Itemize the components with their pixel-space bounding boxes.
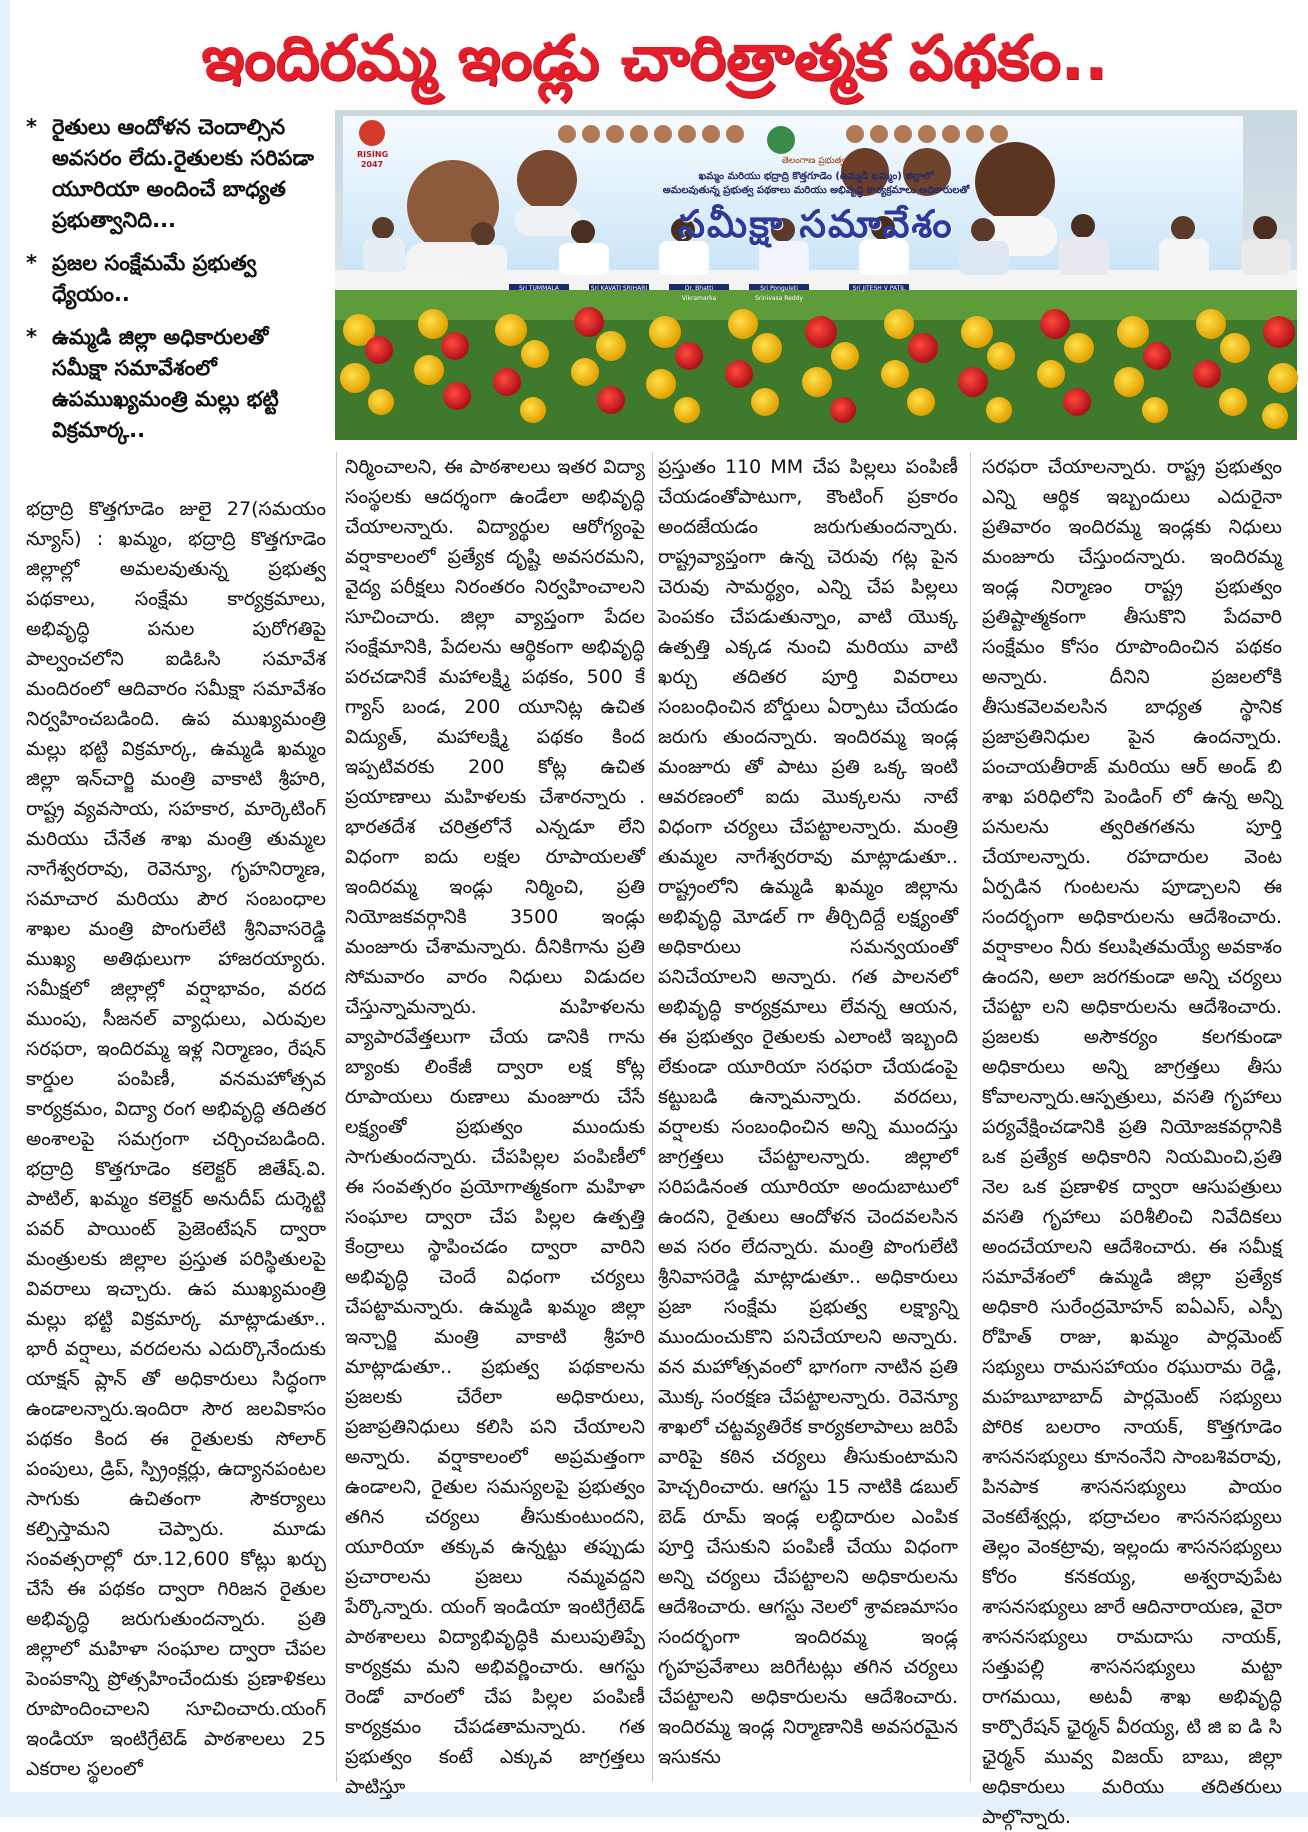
article-text: సరఫరా చేయాలన్నారు. రాష్ట్ర ప్రభుత్వం ఎన్ని ఆర్థిక ఇబ్బందులు ఎదురైనా ప్రతివారం ఇందిరమ్మ ఇండ్లకు నిధులు మంజూరు చేస్తుందన్నారు. ఇందిరమ్మ ఇండ్ల నిర్మాణం రాష్ట్ర ప్రభుత్వం ప్రతిష్టాత్మకంగా తీసుకొని పేదవారి సంక్షేమం కోసం రూపొందించిన పథకం అన్నారు. దీనిని ప్రజలలోకి తీసుకవెలవలసిన బాధ్యత స్థానిక ప్రజాప్రతినిధుల పైన ఉందన్నారు. పంచాయతీరాజ్ మరియు ఆర్ అండ్ బి శాఖ పరిధిలోని పెండింగ్ లో ఉన్న అన్ని పనులను త్వరితగతను పూర్తి చేయాలన్నారు. రహదారుల వెంట ఏర్పడిన గుంటలను పూడ్చాలని ఈ సందర్భంగా అధికారులను ఆదేశించారు. వర్షాకాలం నీరు కలుషితమయ్యే అవకాశం ఉందని, అలా జరగకుండా అన్ని చర్యలు చేపట్టా లని అధికారులను ఆదేశించారు. ప్రజలకు అసౌకర్యం కలగకుండా అధికారులు అన్ని జాగ్రత్తలు తీసు కోవాలన్నారు.ఆస్పత్రులు, వసతి గృహాలు పర్యవేక్షించడానికి ప్రతి నియోజకవర్గానికి ఒక ప్రత్యేక అధికారిని నియమించి,ప్రతి నెల ఒక ప్రణాళిక ద్వారా ఆసుపత్రులు వసతి గృహాలు పరిశీలించి నివేదికలు అందచేయాలని ఆదేశించారు. ఈ సమీక్ష సమావేశంలో ఉమ్మడి జిల్లా ప్రత్యేక అధికారి సురేంద్రమోహన్ ఐఏఎస్, ఎస్పీ రోహిత్ రాజు, ఖమ్మం పార్లమెంట్ సభ్యులు రామసహాయం రఘురామ రెడ్డి, మహబూబాబాద్ పార్లమెంట్ సభ్యులు పోరిక బలరాం నాయక్, కొత్తగూడెం శాసనసభ్యులు కూనంనేని సాంబశివరావు, పినపాక శాసనసభ్యులు పాయం వెంకటేశ్వర్లు, భద్రాచలం శాసనసభ్యులు తెల్లం వెంకట్రావు, ఇల్లందు శాసనసభ్యులు కోరం కనకయ్య, అశ్వరావుపేట శాసనసభ్యులు జారే ఆదినారాయణ, వైరా శాసనసభ్యులు రామదాసు నాయక్, సత్తుపల్లి శాసనసభ్యులు మట్టా రాగమయి, అటవీ శాఖ అభివృద్ధి కార్పొరేషన్ ఛైర్మన్ వీరయ్య, టి జి ఐ డి సి ఛైర్మన్ మువ్వ విజయ్ బాబు, జిల్లా అధికారులు మరియు తదితరులు పాల్గొన్నారు. xyxy=(982,456,1282,1828)
banner-line-3: అమలవుతున్న ప్రభుత్వ పథకాలు మరియు అభివృద్ధి కార్యక్రమాలు అధికారులతో xyxy=(662,185,970,196)
nameplate: Sri KAVATI SRIHARI xyxy=(590,285,648,292)
column-divider xyxy=(970,452,971,1782)
highlight-item xyxy=(26,248,326,310)
bullet-star: * xyxy=(26,251,37,275)
highlight-item xyxy=(26,322,326,446)
article-column-1 xyxy=(26,494,326,1784)
article-column-2 xyxy=(345,452,645,1798)
article-column-4 xyxy=(982,452,1282,1828)
nameplate: Sri Ponguleti Srinivasa Reddy xyxy=(754,285,804,302)
meeting-photo xyxy=(335,110,1297,440)
highlight-text: ఉమ్మడి జిల్లా అధికారులతో సమీక్షా సమావేశంలో ఉపముఖ్యమంత్రి మల్లు భట్టి విక్రమార్క.. xyxy=(52,325,279,442)
article-text: ప్రస్తుతం 110 MM చేప పిల్లలు పంపిణీ చేయడంతోపాటుగా, కౌంటింగ్ ప్రకారం అందజేయడం జరుగుతుందన్నారు. రాష్ట్రవ్యాప్తంగా ఉన్న చెరువు గట్ల పైన చెరువు సామర్థ్యం, ఎన్ని చేప పిల్లలు పెంపకం చేపడుతున్నాం, వాటి యొక్క ఉత్పత్తి ఎక్కడ నుంచి మరియు వాటి ఖర్చు తదితర పూర్తి వివరాలు సంబంధించిన బోర్డులు ఏర్పాటు చేయడం జరుగు తుందన్నారు. ఇందిరమ్మ ఇండ్ల మంజూరు తో పాటు ప్రతి ఒక్క ఇంటి ఆవరణంలో ఐదు మొక్కలను నాటే విధంగా చర్యలు చేపట్టాలన్నారు. మంత్రి తుమ్మల నాగేశ్వరరావు మాట్లాడుతూ.. రాష్ట్రంలోని ఉమ్మడి ఖమ్మం జిల్లాను అభివృద్ధి మోడల్ గా తీర్చిదిద్దే లక్ష్యంతో అధికారులు సమన్వయంతో పనిచేయాలని అన్నారు. గత పాలనలో అభివృద్ధి కార్యక్రమాలు లేవన్న ఆయన, ఈ ప్రభుత్వం రైతులకు ఎలాంటి ఇబ్బంది లేకుండా యూరియా సరఫరా చేయడంపై కట్టుబడి ఉన్నామన్నారు. వరదలు, వర్షాలకు సంబంధించిన అన్ని ముందస్తు జాగ్రత్తలు చేపట్టాలన్నారు. జిల్లాలో సరిపడినంత యూరియా అందుబాటులో ఉందని, రైతులు ఆందోళన చెందవలసిన అవ సరం లేదన్నారు. మంత్రి పొంగులేటి శ్రీనివాసరెడ్డి మాట్లాడుతూ.. అధికారులు ప్రజా సంక్షేమ ప్రభుత్వ లక్ష్యాన్ని ముందుంచుకొని పనిచేయాలని అన్నారు. వన మహోత్సవంలో భాగంగా నాటిన ప్రతి మొక్క సంరక్షణ చేపట్టాలన్నారు. రెవెన్యూ శాఖలో చట్టవ్యతిరేక కార్యకలాపాలు జరిపే వారిపై కఠిన చర్యలు తీసుకుంటామని హెచ్చరించారు. ఆగస్టు 15 నాటికి డబుల్ బెడ్ రూమ్ ఇండ్ల లబ్ధిదారుల ఎంపిక పూర్తి చేసుకుని పంపిణీ చేయు విధంగా అన్ని చర్యలు చేపట్టాలని అధికారులను ఆదేశించారు. ఆగస్టు నెలలో శ్రావణమాసం సందర్భంగా ఇందిరమ్మ ఇండ్ల గృహప్రవేశాలు జరిగేటట్లు తగిన చర్యలు చేపట్టాలని అధికారులను ఆదేశించారు. ఇందిరమ్మ ఇండ్ల నిర్మాణానికి అవసరమైన ఇసుకను xyxy=(658,456,958,1768)
rising-logo-text: RISING 2047 xyxy=(357,150,389,169)
highlight-text: ప్రజల సంక్షేమమే ప్రభుత్వ ధ్యేయం.. xyxy=(52,251,257,306)
headline: ఇందిరమ్మ ఇండ్లు చారిత్రాత్మక పథకం.. xyxy=(201,21,1108,94)
nameplate: Sri TUMMALA xyxy=(519,285,559,292)
bullet-star: * xyxy=(26,115,37,139)
banner-title: సమీక్షా సమావేశం xyxy=(678,202,954,246)
page-edge-left xyxy=(0,0,10,1817)
bullet-star: * xyxy=(26,325,37,349)
article-text: భద్రాద్రి కొత్తగూడెం జులై 27(సమయం న్యూస్) : ఖమ్మం, భద్రాద్రి కొత్తగూడెం జిల్లాల్లో అమలవుతున్న ప్రభుత్వ పథకాలు, సంక్షేమ కార్యక్రమాలు, అభివృద్ధి పనుల పురోగతిపై పాల్వంచలోని ఐడిఓసి సమావేశ మందిరంలో ఆదివారం సమీక్షా సమావేశం నిర్వహించబడింది. ఉప ముఖ్యమంత్రి మల్లు భట్టి విక్రమార్క, ఉమ్మడి ఖమ్మం జిల్లా ఇన్‌చార్జి మంత్రి వాకాటి శ్రీహరి, రాష్ట్ర వ్యవసాయ, సహకార, మార్కెటింగ్ మరియు చేనేత శాఖ మంత్రి తుమ్మల నాగేశ్వరరావు, రెవెన్యూ, గృహనిర్మాణ, సమాచార మరియు పౌర సంబంధాల శాఖల మంత్రి పొంగులేటి శ్రీనివాసరెడ్డి ముఖ్య అతిథులుగా హాజరయ్యారు. సమీక్షలో జిల్లాల్లో వర్షాభావం, వరద ముంపు, సీజనల్ వ్యాధులు, ఎరువుల సరఫరా, ఇందిరమ్మ ఇళ్ల నిర్మాణం, రేషన్ కార్డుల పంపిణీ, వనమహోత్సవ కార్యక్రమం, విద్యా రంగ అభివృద్ధి తదితర అంశాలపై సమగ్రంగా చర్చించబడింది. భద్రాద్రి కొత్తగూడెం కలెక్టర్ జితేష్.వి. పాటిల్, ఖమ్మం కలెక్టర్ అనుదీప్ దుర్శెట్టి పవర్ పాయింట్ ప్రెజెంటేషన్ ద్వారా మంత్రులకు జిల్లాల ప్రస్తుత పరిస్థితులపై వివరాలు ఇచ్చారు. ఉప ముఖ్యమంత్రి మల్లు భట్టి విక్రమార్క మాట్లాడుతూ.. భారీ వర్షాలు, వరదలను ఎదుర్కొనేందుకు యాక్షన్ ప్లాన్ తో అధికారులు సిద్ధంగా ఉండాలన్నారు.ఇందిరా సౌర జలవికాసం పథకం కింద ఈ రైతులకు సోలార్ పంపులు, డ్రిప్, స్ప్రింక్లర్లు, ఉద్యానపంటల సాగుకు ఉచితంగా సౌకర్యాలు కల్పిస్తామని చెప్పారు. మూడు సంవత్సరాల్లో రూ.12,600 కోట్లు ఖర్చు చేసే ఈ పథకం ద్వారా గిరిజన రైతుల అభివృద్ధి జరుగుతుందన్నారు. ప్రతి జిల్లాలో మహిళా సంఘాల ద్వారా చేపల పెంపకాన్ని ప్రోత్సహించేందుకు ప్రణాళికలు రూపొందించాలని సూచించారు.యంగ్ ఇండియా ఇంటిగ్రేటెడ్ పాఠశాలలు 25 ఎకరాల స్థలంలో xyxy=(26,498,326,1780)
nameplate: Dr. Bhatti Vikramarka xyxy=(681,285,717,302)
highlight-item xyxy=(26,112,326,236)
highlights-list xyxy=(26,112,326,458)
column-divider xyxy=(336,452,337,1782)
banner-line-1: తెలంగాణ ప్రభుత్వం xyxy=(781,156,851,166)
article-text: నిర్మించాలని, ఈ పాఠశాలలు ఇతర విద్యా సంస్థలకు ఆదర్శంగా ఉండేలా అభివృద్ధి చేయాలన్నారు. విద్యార్థుల ఆరోగ్యంపై వర్షాకాలంలో ప్రత్యేక దృష్టి అవసరమని, వైద్య పరీక్షలు నిరంతరం నిర్వహించాలని సూచించారు. జిల్లా వ్యాప్తంగా పేదల సంక్షేమానికి, పేదలను ఆర్థికంగా అభివృద్ధి పరచడానికే మహాలక్ష్మి పథకం, 500 కే గ్యాస్ బండ, 200 యూనిట్ల ఉచిత విద్యుత్, మహాలక్ష్మి పథకం కింద ఇప్పటివరకు 200 కోట్ల ఉచిత ప్రయాణాలు మహిళలకు చేశారన్నారు . భారతదేశ చరిత్రలోనే ఎన్నడూ లేని విధంగా ఐదు లక్షల రూపాయలతో ఇందిరమ్మ ఇండ్లు నిర్మించి, ప్రతి నియోజకవర్గానికి 3500 ఇండ్లు మంజూరు చేశామన్నారు. దీనికిగాను ప్రతి సోమవారం వారం నిధులు విడుదల చేస్తున్నామన్నారు. మహిళలను వ్యాపారవేత్తలుగా చేయ డానికి గాను బ్యాంకు లింకేజీ ద్వారా లక్ష కోట్ల రూపాయలు రుణాలు మంజూరు చేసే లక్ష్యంతో ప్రభుత్వం ముందుకు సాగుతుందన్నారు. చేపపిల్లల పంపిణీలో ఈ సంవత్సరం ప్రయోగాత్మకంగా మహిళా సంఘాల ద్వారా చేప పిల్లల ఉత్పత్తి కేంద్రాలు స్థాపించడం ద్వారా వారిని అభివృద్ధి చెందే విధంగా చర్యలు చేపట్టామన్నారు. ఉమ్మడి ఖమ్మం జిల్లా ఇన్చార్జి మంత్రి వాకాటి శ్రీహరి మాట్లాడుతూ.. ప్రభుత్వ పథకాలను ప్రజలకు చేరేలా అధికారులు, ప్రజాప్రతినిధులు కలిసి పని చేయాలని అన్నారు. వర్షాకాలంలో అప్రమత్తంగా ఉండాలని, రైతుల సమస్యలపై ప్రభుత్వం తగిన చర్యలు తీసుకుంటుందని, యూరియా తక్కువ ఉన్నట్టు తప్పుడు ప్రచారాలను ప్రజలు నమ్మవద్దని పేర్కొన్నారు. యంగ్ ఇండియా ఇంటిగ్రేటెడ్ పాఠశాలలు విద్యాభివృద్ధికి మలుపుతిప్పే కార్యక్రమ మని అభివర్ణించారు. ఆగస్టు రెండో వారంలో చేప పిల్లల పంపిణీ కార్యక్రమం చేపడతామన్నారు. గత ప్రభుత్వం కంటే ఎక్కువ జాగ్రత్తలు పాటిస్తూ xyxy=(345,456,645,1798)
banner-line-2: ఖమ్మం మరియు భద్రాద్రి కొత్తగూడెం (ఉమ్మడి ఖమ్మం) జిల్లాలో xyxy=(698,171,934,182)
logo-mark xyxy=(359,120,385,146)
article-column-3 xyxy=(658,452,958,1782)
highlight-text: రైతులు ఆందోళన చెందాల్సిన అవసరం లేదు.రైతులకు సరిపడా యూరియా అందించే బాధ్యత ప్రభుత్వానిది... xyxy=(52,115,314,232)
column-divider xyxy=(652,452,653,1782)
nameplate: Sri JITESH V PATIL xyxy=(852,285,906,292)
